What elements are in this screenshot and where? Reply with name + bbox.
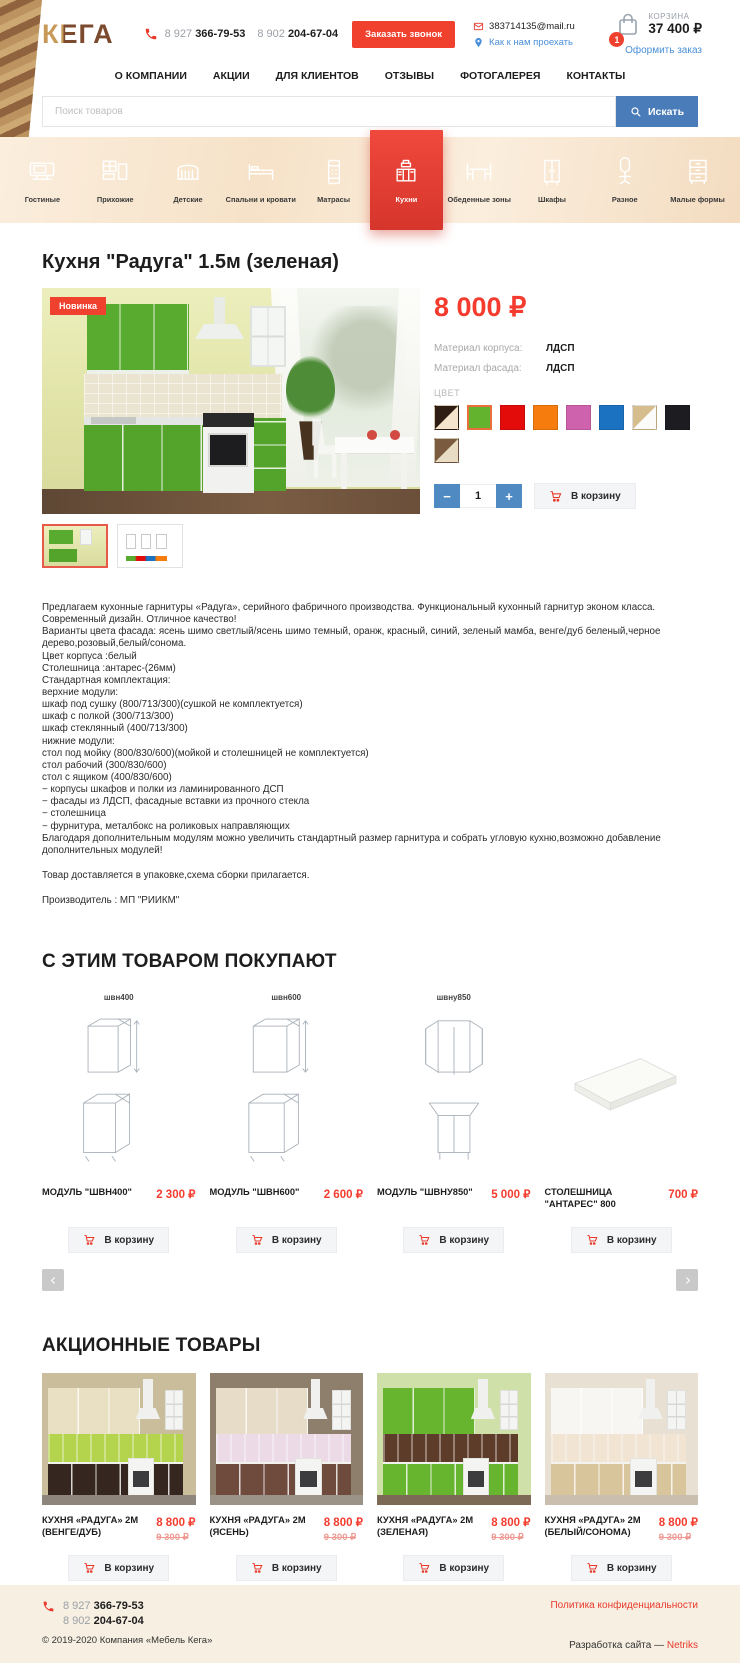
category-misc[interactable]: Разное [588,137,661,223]
cart-icon [83,1562,96,1574]
nav-item-promos[interactable]: АКЦИИ [212,70,250,82]
cart-label: КОРЗИНА [648,12,690,21]
swatch-pink[interactable] [566,405,591,430]
cart-icon [418,1234,431,1246]
search-input[interactable] [42,96,616,127]
checkout-link[interactable]: Оформить заказ [625,45,702,56]
category-mattresses[interactable]: Матрасы [297,137,370,223]
cart-count-badge: 1 [609,32,624,47]
promo-name[interactable]: КУХНЯ «РАДУГА» 2М (ЯСЕНЬ) [209,1515,306,1537]
cart-widget[interactable] [616,12,702,56]
related-card-shvnu850 [377,989,531,1253]
cart-total: 37 400 ₽ [648,21,702,36]
main-nav [0,62,740,92]
search-icon [630,106,642,118]
promo-card-green [377,1373,531,1581]
related-add-to-cart-button[interactable]: В корзину [571,1227,672,1253]
corner-cabinet-diagram[interactable]: швну850 [377,989,531,1177]
countertop-image[interactable] [545,989,699,1177]
category-kitchens-active[interactable]: Кухни [370,130,443,230]
quantity-input[interactable] [460,484,496,508]
promo-products [42,1373,698,1581]
promo-add-to-cart-button[interactable]: В корзину [403,1555,504,1581]
phone-number-2: 8 902 204-67-04 [257,28,339,40]
quantity-minus-button[interactable]: − [434,484,460,508]
swatch-green-selected[interactable] [467,405,492,430]
header-phones [144,27,339,41]
promo-card-ash [210,1373,364,1581]
swatch-red[interactable] [500,405,525,430]
promo-name[interactable]: КУХНЯ «РАДУГА» 2М (ЗЕЛЕНАЯ) [377,1515,474,1537]
promo-price: 8 800 ₽ [491,1517,531,1530]
promo-name[interactable]: КУХНЯ «РАДУГА» 2М (ВЕНГЕ/ДУБ) [42,1515,139,1537]
kitchen-photo-green[interactable] [377,1373,531,1505]
gallery-thumbnail-photo[interactable] [42,524,108,568]
promo-old-price: 9 300 ₽ [323,1532,357,1544]
add-to-cart-button[interactable]: В корзину [534,483,636,509]
footer-phone-2: 8 902 204-67-04 [63,1615,144,1627]
promo-card-white-sonoma [545,1373,699,1581]
site-credit: Разработка сайта — Netriks [569,1640,698,1651]
page-title: Кухня "Радуга" 1.5м (зеленая) [42,251,339,273]
related-heading: С ЭТИМ ТОВАРОМ ПОКУПАЮТ [42,951,337,973]
product-section [42,288,698,568]
nav-item-about[interactable]: О КОМПАНИИ [114,70,187,82]
map-pin-icon [473,37,484,48]
promo-price: 8 800 ₽ [156,1517,196,1530]
directions-link[interactable]: Как к нам проехать [473,37,575,48]
promo-card-wenge [42,1373,196,1581]
copyright: © 2019-2020 Компания «Мебель Кега» [42,1635,213,1646]
logo[interactable]: КЕГА [42,18,114,49]
cabinet-diagram[interactable]: швн400 [42,989,196,1177]
gallery-thumbnail-scheme[interactable] [117,524,183,568]
search-button[interactable]: Искать [616,96,698,127]
category-living-rooms[interactable]: Гостиные [6,137,79,223]
product-photo [42,288,420,514]
related-carousel-arrows [42,1269,698,1291]
cabinet-diagram[interactable]: швн600 [210,989,364,1177]
spec-body-material: Материал корпуса: ЛДСП [434,343,575,354]
promo-price: 8 800 ₽ [658,1517,698,1530]
nav-item-reviews[interactable]: ОТЗЫВЫ [384,70,435,82]
category-kids[interactable]: Детские [152,137,225,223]
kitchen-photo-white-sonoma[interactable] [545,1373,699,1505]
related-name[interactable]: МОДУЛЬ "ШВН400" [42,1187,132,1198]
promo-old-price: 9 300 ₽ [658,1532,692,1544]
related-add-to-cart-button[interactable]: В корзину [236,1227,337,1253]
quantity-plus-button[interactable]: + [496,484,522,508]
swatch-orange[interactable] [533,405,558,430]
product-description: Предлагаем кухонные гарнитуры «Радуга», серийного фабричного производства. Функциональный кухонный гарнитур эконом класса. Современный дизайн. Отличное качество! Варианты цвета фасада: ясень шимо светлый/ясень шимо темный, оранж, красный, синий, зеленый мамба, венге/дуб беленый,черное дерево,розовый,белый/сонома. Цвет корпуса :белый Столешница :антарес-(26мм) Стандартная комплектация: верхние модули: шкаф под сушку (800/713/300)(сушкой не комплектуется) шкаф с полкой (300/713/300) шкаф стеклянный (400/713/300) нижние модули: стол под мойку (800/830/600)(мойкой и столешницей не комплектуется) стол рабочий (300/830/600) стол с ящиком (400/830/600) − корпусы шкафов и полки из ламинированного ДСП − фасады из ЛДСП, фасадные вставки из прочного стекла − столешница − фурнитура, металбокс на роликовых направляющих Благодаря дополнительным модулям можно увеличить стандартный размер гарнитура и собрать угловую кухню,возможно добавление дополнительных модулей! Товар доставляется в упаковке,схема сборки прилагается. Производитель : МП "РИИКМ" [42,602,698,907]
related-name[interactable]: СТОЛЕШНИЦА "АНТАРЕС" 800 [544,1187,616,1209]
category-bedrooms[interactable]: Спальни и кровати [224,137,297,223]
netriks-link[interactable]: Netriks [666,1640,698,1651]
cart-icon [418,1562,431,1574]
email-text: 383714135@mail.ru [489,20,575,32]
search-bar [42,96,698,127]
category-hallways[interactable]: Прихожие [79,137,152,223]
swatch-black[interactable] [665,405,690,430]
related-add-to-cart-button[interactable]: В корзину [403,1227,504,1253]
footer-phone-1: 8 927 366-79-53 [63,1600,144,1612]
cart-icon [586,1562,599,1574]
category-small-forms[interactable]: Малые формы [661,137,734,223]
promo-old-price: 9 300 ₽ [491,1532,524,1544]
footer [0,1585,740,1663]
promo-heading: АКЦИОННЫЕ ТОВАРЫ [42,1335,261,1357]
product-price: 8 000 ₽ [434,292,527,322]
color-label: ЦВЕТ [434,388,461,398]
related-add-to-cart-button[interactable]: В корзину [68,1227,169,1253]
nav-item-gallery[interactable]: ФОТОГАЛЕРЕЯ [460,70,541,82]
related-products [42,989,698,1253]
promo-name[interactable]: КУХНЯ «РАДУГА» 2М (БЕЛЫЙ/СОНОМА) [544,1515,641,1537]
swatch-blue[interactable] [599,405,624,430]
color-swatches [434,405,696,463]
related-card-shvn600 [210,989,364,1253]
promo-add-to-cart-button[interactable]: В корзину [571,1555,672,1581]
prev-arrow[interactable] [42,1269,64,1291]
category-menu [0,137,740,223]
callback-button[interactable]: Заказать звонок [352,21,455,48]
related-card-shvn400 [42,989,196,1253]
delivery-note: Товар доставляется в упаковке,схема сборки прилагается. [42,869,310,881]
phone-number-1: 8 927 366-79-53 [164,28,246,40]
promo-old-price: 9 300 ₽ [156,1532,189,1544]
related-card-countertop [545,989,699,1253]
swatch-wenge-cream[interactable] [434,405,459,430]
related-price: 2 600 ₽ [323,1189,363,1202]
related-name[interactable]: МОДУЛЬ "ШВН600" [209,1187,300,1198]
manufacturer-note: Производитель : МП "РИИКМ" [42,895,180,907]
related-price: 2 300 ₽ [156,1189,196,1202]
cart-icon [549,490,563,503]
related-price: 5 000 ₽ [491,1189,531,1202]
envelope-icon [473,21,484,32]
spec-facade-material: Материал фасада: ЛДСП [434,363,575,374]
privacy-policy-link[interactable]: Политика конфиденциальности [550,1600,698,1611]
next-arrow[interactable] [676,1269,698,1291]
cart-icon [586,1234,599,1246]
kitchen-photo-ash[interactable] [210,1373,364,1505]
cart-icon [251,1562,264,1574]
swatch-ash-white[interactable] [632,405,657,430]
promo-add-to-cart-button[interactable]: В корзину [236,1555,337,1581]
category-wardrobes[interactable]: Шкафы [516,137,589,223]
nav-item-clients[interactable]: ДЛЯ КЛИЕНТОВ [275,70,359,82]
new-badge: Новинка [50,297,106,315]
phone-icon [144,27,158,41]
header [0,0,740,62]
promo-add-to-cart-button[interactable]: В корзину [68,1555,169,1581]
kitchen-photo-wenge[interactable] [42,1373,196,1505]
phone-icon [42,1600,55,1627]
category-dining[interactable]: Обеденные зоны [443,137,516,223]
nav-item-contacts[interactable]: КОНТАКТЫ [566,70,626,82]
email-row[interactable] [473,21,575,32]
swatch-walnut-cream[interactable] [434,438,459,463]
cart-icon [83,1234,96,1246]
related-price: 700 ₽ [668,1189,698,1202]
related-name[interactable]: МОДУЛЬ "ШВНУ850" [377,1187,473,1198]
promo-price: 8 800 ₽ [323,1517,363,1530]
cart-icon [251,1234,264,1246]
